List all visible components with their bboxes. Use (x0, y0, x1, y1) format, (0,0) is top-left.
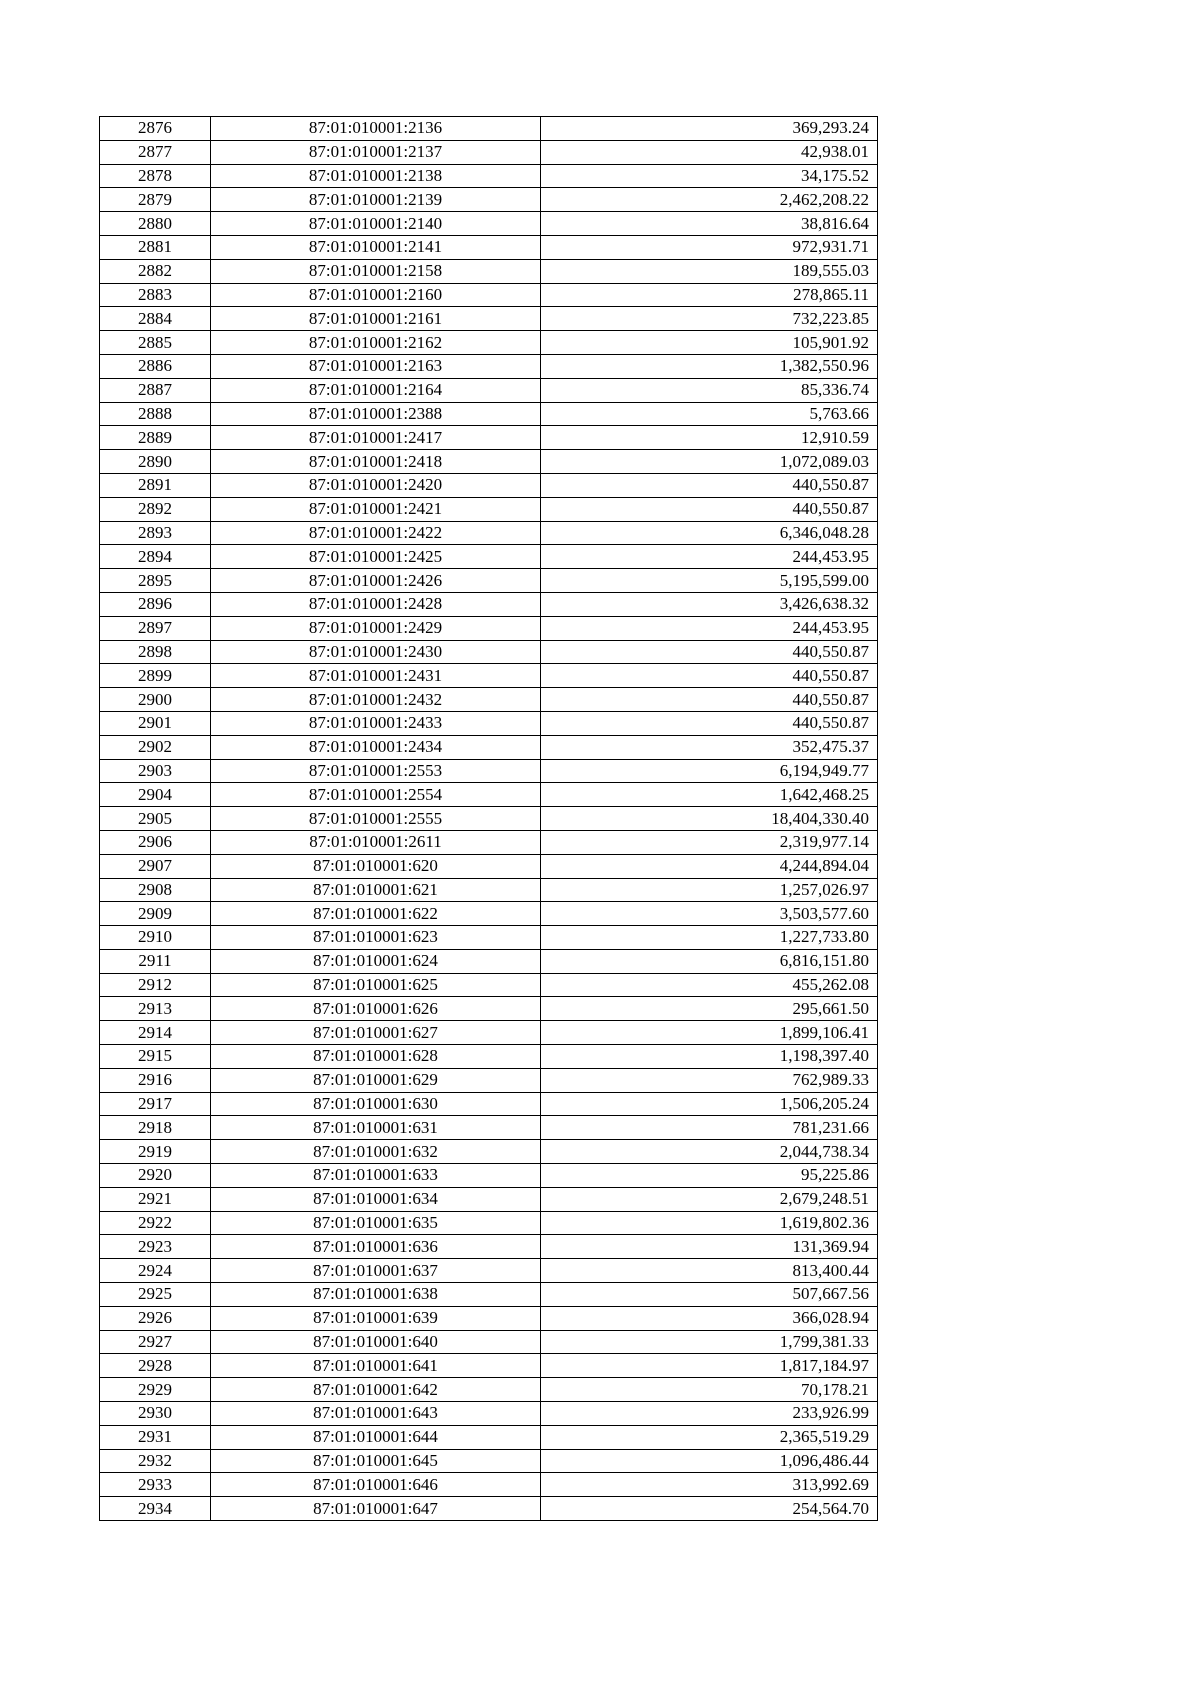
value-cell: 105,901.92 (541, 331, 878, 355)
value-cell: 440,550.87 (541, 473, 878, 497)
cadastral-number-cell: 87:01:010001:2140 (211, 212, 541, 236)
value-cell: 6,194,949.77 (541, 759, 878, 783)
cadastral-number-cell: 87:01:010001:2553 (211, 759, 541, 783)
cadastral-value-table (99, 116, 878, 1521)
row-number-cell: 2899 (100, 664, 211, 688)
value-cell: 762,989.33 (541, 1068, 878, 1092)
cadastral-number-cell: 87:01:010001:2554 (211, 783, 541, 807)
row-number-cell: 2924 (100, 1259, 211, 1283)
cadastral-number-cell: 87:01:010001:633 (211, 1164, 541, 1188)
table-row (100, 830, 878, 854)
table-row (100, 426, 878, 450)
table-row (100, 1283, 878, 1307)
cadastral-number-cell: 87:01:010001:2431 (211, 664, 541, 688)
table-row (100, 521, 878, 545)
cadastral-number-cell: 87:01:010001:2158 (211, 259, 541, 283)
row-number-cell: 2933 (100, 1473, 211, 1497)
row-number-cell: 2877 (100, 140, 211, 164)
cadastral-number-cell: 87:01:010001:2418 (211, 450, 541, 474)
cadastral-number-cell: 87:01:010001:643 (211, 1402, 541, 1426)
row-number-cell: 2929 (100, 1378, 211, 1402)
cadastral-number-cell: 87:01:010001:2421 (211, 497, 541, 521)
table-row (100, 569, 878, 593)
row-number-cell: 2902 (100, 735, 211, 759)
cadastral-number-cell: 87:01:010001:2136 (211, 117, 541, 141)
value-cell: 244,453.95 (541, 616, 878, 640)
value-cell: 233,926.99 (541, 1402, 878, 1426)
row-number-cell: 2910 (100, 926, 211, 950)
cadastral-number-cell: 87:01:010001:645 (211, 1449, 541, 1473)
value-cell: 6,816,151.80 (541, 949, 878, 973)
value-cell: 1,817,184.97 (541, 1354, 878, 1378)
table-row (100, 354, 878, 378)
value-cell: 781,231.66 (541, 1116, 878, 1140)
value-cell: 1,642,468.25 (541, 783, 878, 807)
value-cell: 2,044,738.34 (541, 1140, 878, 1164)
table-row (100, 1092, 878, 1116)
row-number-cell: 2908 (100, 878, 211, 902)
cadastral-number-cell: 87:01:010001:630 (211, 1092, 541, 1116)
cadastral-number-cell: 87:01:010001:637 (211, 1259, 541, 1283)
cadastral-number-cell: 87:01:010001:2139 (211, 188, 541, 212)
row-number-cell: 2891 (100, 473, 211, 497)
row-number-cell: 2911 (100, 949, 211, 973)
cadastral-number-cell: 87:01:010001:625 (211, 973, 541, 997)
value-cell: 440,550.87 (541, 640, 878, 664)
row-number-cell: 2888 (100, 402, 211, 426)
table-row (100, 473, 878, 497)
value-cell: 254,564.70 (541, 1497, 878, 1521)
row-number-cell: 2925 (100, 1283, 211, 1307)
value-cell: 95,225.86 (541, 1164, 878, 1188)
cadastral-number-cell: 87:01:010001:2161 (211, 307, 541, 331)
row-number-cell: 2905 (100, 807, 211, 831)
table-row (100, 331, 878, 355)
value-cell: 1,227,733.80 (541, 926, 878, 950)
value-cell: 1,619,802.36 (541, 1211, 878, 1235)
table-row (100, 1354, 878, 1378)
value-cell: 42,938.01 (541, 140, 878, 164)
table-row (100, 878, 878, 902)
value-cell: 4,244,894.04 (541, 854, 878, 878)
row-number-cell: 2919 (100, 1140, 211, 1164)
value-cell: 440,550.87 (541, 497, 878, 521)
cadastral-number-cell: 87:01:010001:626 (211, 997, 541, 1021)
table-row (100, 1425, 878, 1449)
table-row (100, 854, 878, 878)
value-cell: 1,257,026.97 (541, 878, 878, 902)
value-cell: 278,865.11 (541, 283, 878, 307)
cadastral-number-cell: 87:01:010001:647 (211, 1497, 541, 1521)
value-cell: 1,072,089.03 (541, 450, 878, 474)
table-row (100, 1164, 878, 1188)
row-number-cell: 2879 (100, 188, 211, 212)
table-row (100, 259, 878, 283)
cadastral-number-cell: 87:01:010001:2422 (211, 521, 541, 545)
row-number-cell: 2912 (100, 973, 211, 997)
cadastral-number-cell: 87:01:010001:629 (211, 1068, 541, 1092)
table-row (100, 759, 878, 783)
row-number-cell: 2921 (100, 1187, 211, 1211)
row-number-cell: 2927 (100, 1330, 211, 1354)
row-number-cell: 2928 (100, 1354, 211, 1378)
table-row (100, 1235, 878, 1259)
value-cell: 352,475.37 (541, 735, 878, 759)
cadastral-number-cell: 87:01:010001:2555 (211, 807, 541, 831)
row-number-cell: 2907 (100, 854, 211, 878)
cadastral-number-cell: 87:01:010001:641 (211, 1354, 541, 1378)
value-cell: 131,369.94 (541, 1235, 878, 1259)
cadastral-number-cell: 87:01:010001:639 (211, 1306, 541, 1330)
value-cell: 813,400.44 (541, 1259, 878, 1283)
table-row (100, 1259, 878, 1283)
row-number-cell: 2890 (100, 450, 211, 474)
value-cell: 2,365,519.29 (541, 1425, 878, 1449)
row-number-cell: 2892 (100, 497, 211, 521)
value-cell: 1,506,205.24 (541, 1092, 878, 1116)
row-number-cell: 2895 (100, 569, 211, 593)
table-row (100, 283, 878, 307)
table-row (100, 997, 878, 1021)
value-cell: 1,382,550.96 (541, 354, 878, 378)
cadastral-number-cell: 87:01:010001:636 (211, 1235, 541, 1259)
row-number-cell: 2917 (100, 1092, 211, 1116)
value-cell: 3,503,577.60 (541, 902, 878, 926)
row-number-cell: 2915 (100, 1045, 211, 1069)
table-row (100, 735, 878, 759)
table-row (100, 807, 878, 831)
row-number-cell: 2894 (100, 545, 211, 569)
row-number-cell: 2930 (100, 1402, 211, 1426)
table-row (100, 164, 878, 188)
value-cell: 440,550.87 (541, 688, 878, 712)
table-row (100, 1045, 878, 1069)
table-row (100, 1330, 878, 1354)
table-row (100, 1497, 878, 1521)
row-number-cell: 2926 (100, 1306, 211, 1330)
cadastral-number-cell: 87:01:010001:2430 (211, 640, 541, 664)
row-number-cell: 2913 (100, 997, 211, 1021)
row-number-cell: 2934 (100, 1497, 211, 1521)
cadastral-number-cell: 87:01:010001:2426 (211, 569, 541, 593)
cadastral-number-cell: 87:01:010001:644 (211, 1425, 541, 1449)
value-cell: 455,262.08 (541, 973, 878, 997)
row-number-cell: 2885 (100, 331, 211, 355)
cadastral-number-cell: 87:01:010001:635 (211, 1211, 541, 1235)
row-number-cell: 2914 (100, 1021, 211, 1045)
value-cell: 366,028.94 (541, 1306, 878, 1330)
row-number-cell: 2918 (100, 1116, 211, 1140)
value-cell: 34,175.52 (541, 164, 878, 188)
cadastral-number-cell: 87:01:010001:631 (211, 1116, 541, 1140)
table-row (100, 592, 878, 616)
table-row (100, 1140, 878, 1164)
cadastral-number-cell: 87:01:010001:2429 (211, 616, 541, 640)
table-row (100, 497, 878, 521)
table-row (100, 902, 878, 926)
cadastral-number-cell: 87:01:010001:632 (211, 1140, 541, 1164)
row-number-cell: 2901 (100, 711, 211, 735)
cadastral-number-cell: 87:01:010001:642 (211, 1378, 541, 1402)
cadastral-number-cell: 87:01:010001:628 (211, 1045, 541, 1069)
value-cell: 2,319,977.14 (541, 830, 878, 854)
value-cell: 732,223.85 (541, 307, 878, 331)
cadastral-number-cell: 87:01:010001:2420 (211, 473, 541, 497)
row-number-cell: 2932 (100, 1449, 211, 1473)
value-cell: 5,763.66 (541, 402, 878, 426)
value-cell: 440,550.87 (541, 711, 878, 735)
row-number-cell: 2882 (100, 259, 211, 283)
table-row (100, 1306, 878, 1330)
table-row (100, 1116, 878, 1140)
cadastral-number-cell: 87:01:010001:2433 (211, 711, 541, 735)
table-row (100, 949, 878, 973)
cadastral-number-cell: 87:01:010001:2388 (211, 402, 541, 426)
cadastral-number-cell: 87:01:010001:627 (211, 1021, 541, 1045)
value-cell: 295,661.50 (541, 997, 878, 1021)
cadastral-number-cell: 87:01:010001:2611 (211, 830, 541, 854)
row-number-cell: 2881 (100, 235, 211, 259)
table-row (100, 1473, 878, 1497)
cadastral-number-cell: 87:01:010001:638 (211, 1283, 541, 1307)
cadastral-number-cell: 87:01:010001:2138 (211, 164, 541, 188)
table-row (100, 1068, 878, 1092)
value-cell: 440,550.87 (541, 664, 878, 688)
cadastral-number-cell: 87:01:010001:621 (211, 878, 541, 902)
cadastral-number-cell: 87:01:010001:2417 (211, 426, 541, 450)
table-row (100, 188, 878, 212)
value-cell: 1,096,486.44 (541, 1449, 878, 1473)
row-number-cell: 2893 (100, 521, 211, 545)
cadastral-number-cell: 87:01:010001:2425 (211, 545, 541, 569)
table-row (100, 378, 878, 402)
table-row (100, 117, 878, 141)
value-cell: 507,667.56 (541, 1283, 878, 1307)
value-cell: 70,178.21 (541, 1378, 878, 1402)
value-cell: 1,899,106.41 (541, 1021, 878, 1045)
cadastral-number-cell: 87:01:010001:2432 (211, 688, 541, 712)
table-row (100, 235, 878, 259)
table-row (100, 688, 878, 712)
row-number-cell: 2922 (100, 1211, 211, 1235)
row-number-cell: 2906 (100, 830, 211, 854)
cadastral-number-cell: 87:01:010001:640 (211, 1330, 541, 1354)
table-row (100, 212, 878, 236)
value-cell: 369,293.24 (541, 117, 878, 141)
cadastral-number-cell: 87:01:010001:2141 (211, 235, 541, 259)
value-cell: 3,426,638.32 (541, 592, 878, 616)
cadastral-number-cell: 87:01:010001:624 (211, 949, 541, 973)
table-row (100, 1402, 878, 1426)
value-cell: 313,992.69 (541, 1473, 878, 1497)
row-number-cell: 2923 (100, 1235, 211, 1259)
row-number-cell: 2896 (100, 592, 211, 616)
row-number-cell: 2876 (100, 117, 211, 141)
cadastral-number-cell: 87:01:010001:2164 (211, 378, 541, 402)
value-cell: 1,799,381.33 (541, 1330, 878, 1354)
cadastral-number-cell: 87:01:010001:634 (211, 1187, 541, 1211)
table-row (100, 926, 878, 950)
table-row (100, 1449, 878, 1473)
value-cell: 6,346,048.28 (541, 521, 878, 545)
row-number-cell: 2880 (100, 212, 211, 236)
cadastral-number-cell: 87:01:010001:620 (211, 854, 541, 878)
row-number-cell: 2897 (100, 616, 211, 640)
table-row (100, 450, 878, 474)
row-number-cell: 2931 (100, 1425, 211, 1449)
table-row (100, 1187, 878, 1211)
value-cell: 85,336.74 (541, 378, 878, 402)
row-number-cell: 2920 (100, 1164, 211, 1188)
value-cell: 1,198,397.40 (541, 1045, 878, 1069)
row-number-cell: 2884 (100, 307, 211, 331)
table-row (100, 783, 878, 807)
value-cell: 5,195,599.00 (541, 569, 878, 593)
cadastral-number-cell: 87:01:010001:646 (211, 1473, 541, 1497)
row-number-cell: 2883 (100, 283, 211, 307)
cadastral-number-cell: 87:01:010001:2163 (211, 354, 541, 378)
table-row (100, 664, 878, 688)
row-number-cell: 2904 (100, 783, 211, 807)
row-number-cell: 2889 (100, 426, 211, 450)
cadastral-number-cell: 87:01:010001:623 (211, 926, 541, 950)
cadastral-number-cell: 87:01:010001:2137 (211, 140, 541, 164)
table-row (100, 616, 878, 640)
value-cell: 189,555.03 (541, 259, 878, 283)
row-number-cell: 2903 (100, 759, 211, 783)
table-row (100, 1378, 878, 1402)
cadastral-number-cell: 87:01:010001:622 (211, 902, 541, 926)
row-number-cell: 2878 (100, 164, 211, 188)
value-cell: 2,679,248.51 (541, 1187, 878, 1211)
row-number-cell: 2886 (100, 354, 211, 378)
row-number-cell: 2916 (100, 1068, 211, 1092)
table-row (100, 402, 878, 426)
table-body (100, 117, 878, 1521)
table-row (100, 973, 878, 997)
value-cell: 244,453.95 (541, 545, 878, 569)
value-cell: 38,816.64 (541, 212, 878, 236)
table-row (100, 140, 878, 164)
cadastral-number-cell: 87:01:010001:2162 (211, 331, 541, 355)
value-cell: 2,462,208.22 (541, 188, 878, 212)
cadastral-number-cell: 87:01:010001:2428 (211, 592, 541, 616)
table-row (100, 640, 878, 664)
value-cell: 18,404,330.40 (541, 807, 878, 831)
value-cell: 12,910.59 (541, 426, 878, 450)
table-row (100, 711, 878, 735)
cadastral-number-cell: 87:01:010001:2434 (211, 735, 541, 759)
value-cell: 972,931.71 (541, 235, 878, 259)
row-number-cell: 2887 (100, 378, 211, 402)
row-number-cell: 2909 (100, 902, 211, 926)
row-number-cell: 2900 (100, 688, 211, 712)
table-row (100, 1021, 878, 1045)
cadastral-number-cell: 87:01:010001:2160 (211, 283, 541, 307)
table-row (100, 545, 878, 569)
row-number-cell: 2898 (100, 640, 211, 664)
table-row (100, 307, 878, 331)
table-row (100, 1211, 878, 1235)
